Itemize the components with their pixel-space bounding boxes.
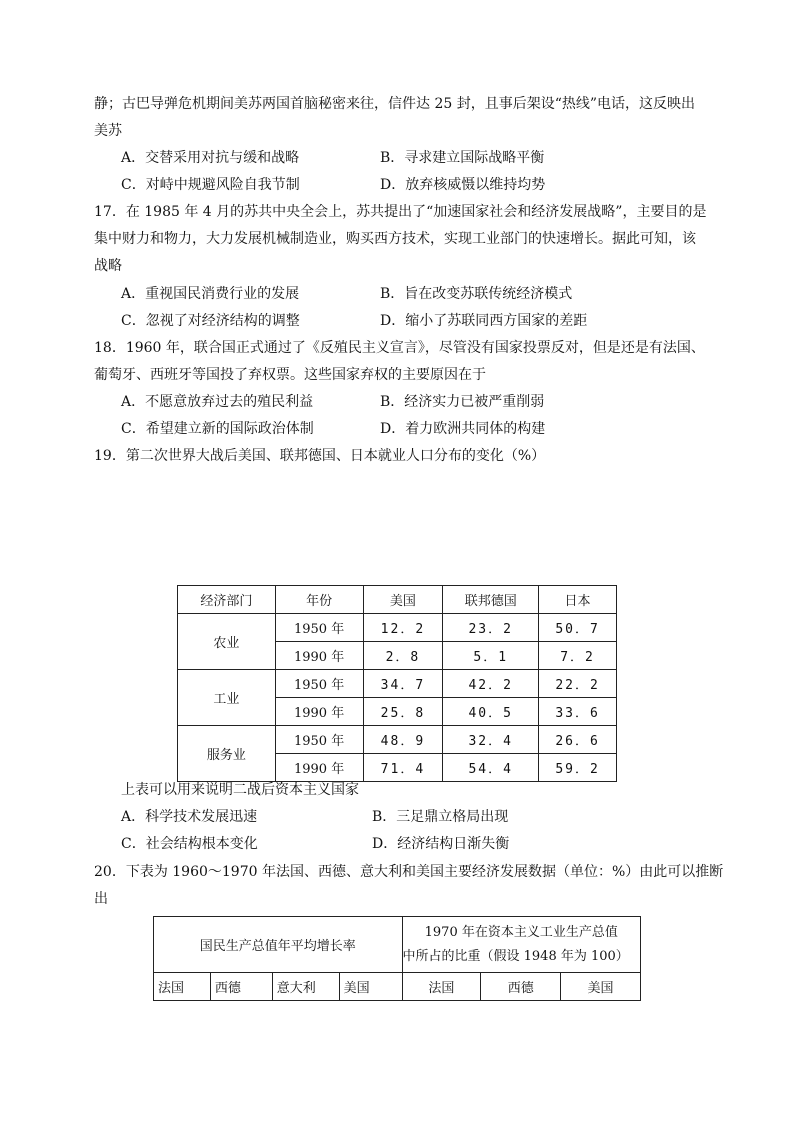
q20-stem-line1: 20．下表为 1960～1970 年法国、西德、意大利和美国主要经济发展数据（单位：%）由此可以推断 [94, 864, 724, 880]
header-de: 联邦德国 [443, 586, 539, 614]
q19-employment-table [177, 585, 617, 782]
col-france-share: 法国 [402, 973, 481, 1001]
table-row [178, 670, 617, 698]
table-row [178, 614, 617, 642]
sector-cell: 工业 [178, 670, 276, 726]
value-cell: 23．2 [443, 614, 539, 642]
q19-option-c: C．社会结构根本变化 [121, 836, 258, 852]
header-jp: 日本 [539, 586, 617, 614]
q17-option-a: A．重视国民消费行业的发展 [121, 286, 300, 302]
q16-stem-line1: 静；古巴导弹危机期间美苏两国首脑秘密来往，信件达 25 封，且事后架设“热线”电话，这反映出 [94, 96, 696, 112]
q18-option-b: B．经济实力已被严重削弱 [380, 394, 545, 410]
col-france: 法国 [154, 973, 211, 1001]
value-cell: 12．2 [363, 614, 443, 642]
sector-cell: 农业 [178, 614, 276, 670]
value-cell: 2．8 [363, 642, 443, 670]
q19-option-d: D．经济结构日渐失衡 [372, 836, 510, 852]
sector-cell: 服务业 [178, 726, 276, 782]
q19-followup-text: 上表可以用来说明二战后资本主义国家 [121, 782, 359, 798]
q20-economy-table [153, 916, 641, 1001]
q18-option-a: A．不愿意放弃过去的殖民利益 [121, 394, 314, 410]
col-west-germany: 西德 [210, 973, 272, 1001]
q20-stem-line2: 出 [94, 891, 108, 907]
q16-option-b: B．寻求建立国际战略平衡 [380, 150, 545, 166]
q17-stem-line2: 集中财力和物力，大力发展机械制造业，购买西方技术，实现工业部门的快速增长。据此可知，该 [94, 231, 696, 247]
header-gnp-growth: 国民生产总值年平均增长率 [154, 917, 403, 973]
value-cell: 34．7 [363, 670, 443, 698]
table-header-row [154, 917, 641, 973]
q17-option-d: D．缩小了苏联同西方国家的差距 [380, 313, 588, 329]
header-us: 美国 [363, 586, 443, 614]
value-cell: 42．2 [443, 670, 539, 698]
q16-stem-line2: 美苏 [94, 123, 122, 139]
q19-option-a: A．科学技术发展迅速 [121, 809, 258, 825]
year-cell: 1950 年 [275, 726, 363, 754]
col-west-germany-share: 西德 [481, 973, 561, 1001]
value-cell: 54．4 [443, 754, 539, 782]
value-cell: 48．9 [363, 726, 443, 754]
table-row [178, 726, 617, 754]
value-cell: 71．4 [363, 754, 443, 782]
header-sector: 经济部门 [178, 586, 276, 614]
year-cell: 1990 年 [275, 754, 363, 782]
value-cell: 40．5 [443, 698, 539, 726]
header-year: 年份 [275, 586, 363, 614]
value-cell: 59．2 [539, 754, 617, 782]
q17-option-c: C．忽视了对经济结构的调整 [121, 313, 300, 329]
year-cell: 1990 年 [275, 642, 363, 670]
value-cell: 7．2 [539, 642, 617, 670]
value-cell: 25．8 [363, 698, 443, 726]
value-cell: 33．6 [539, 698, 617, 726]
q16-option-d: D．放弃核威慑以维持均势 [380, 177, 546, 193]
q17-option-b: B．旨在改变苏联传统经济模式 [380, 286, 573, 302]
value-cell: 26．6 [539, 726, 617, 754]
q19-stem: 19．第二次世界大战后美国、联邦德国、日本就业人口分布的变化（%） [94, 448, 546, 464]
col-usa-share: 美国 [561, 973, 641, 1001]
header-industrial-share-line2: 中所占的比重（假设 1948 年为 100） [402, 948, 629, 964]
q18-stem-line1: 18．1960 年，联合国正式通过了《反殖民主义宣言》，尽管没有国家投票反对，但是还是有法国、 [94, 340, 705, 356]
q18-option-c: C．希望建立新的国际政治体制 [121, 421, 314, 437]
q19-option-b: B．三足鼎立格局出现 [372, 809, 509, 825]
q16-option-c: C．对峙中规避风险自我节制 [121, 177, 300, 193]
header-industrial-share [402, 917, 641, 973]
q17-stem-line1: 17．在 1985 年 4 月的苏共中央全会上，苏共提出了“加速国家社会和经济发展战略”，主要目的是 [94, 204, 707, 220]
header-industrial-share-line1: 1970 年在资本主义工业生产总值 [424, 924, 618, 940]
q18-option-d: D．着力欧洲共同体的构建 [380, 421, 546, 437]
col-usa: 美国 [339, 973, 402, 1001]
year-cell: 1950 年 [275, 614, 363, 642]
q17-stem-line3: 战略 [94, 258, 122, 274]
year-cell: 1950 年 [275, 670, 363, 698]
value-cell: 50．7 [539, 614, 617, 642]
value-cell: 5．1 [443, 642, 539, 670]
col-italy: 意大利 [272, 973, 339, 1001]
q18-stem-line2: 葡萄牙、西班牙等国投了弃权票。这些国家弃权的主要原因在于 [94, 367, 486, 383]
q16-option-a: A．交替采用对抗与缓和战略 [121, 150, 300, 166]
year-cell: 1990 年 [275, 698, 363, 726]
table-row [154, 973, 641, 1001]
value-cell: 32．4 [443, 726, 539, 754]
value-cell: 22．2 [539, 670, 617, 698]
table-header-row [178, 586, 617, 614]
